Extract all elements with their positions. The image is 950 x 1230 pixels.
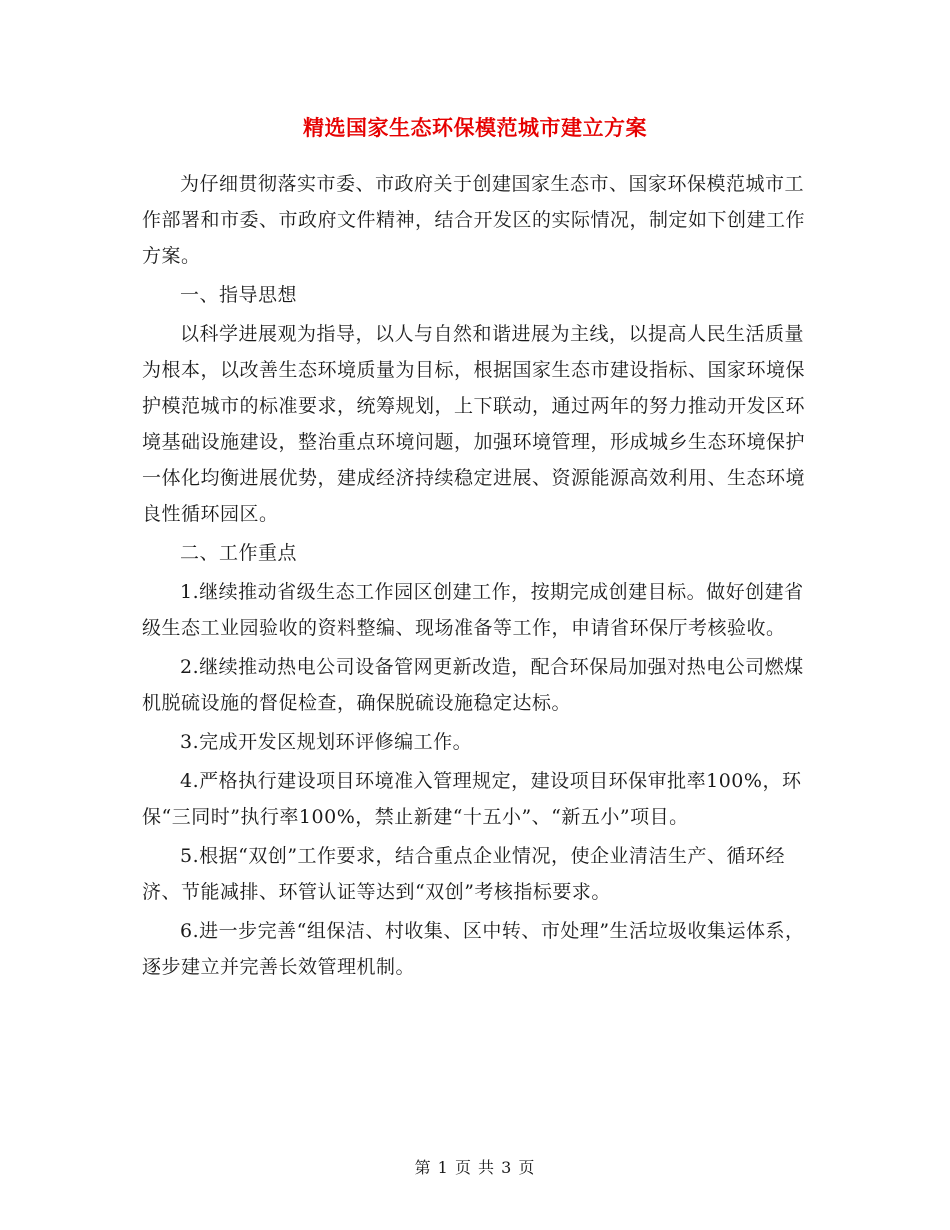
work-item-3: 3.完成开发区规划环评修编工作。 [180,731,473,753]
work-item-4: 4.严格执行建设项目环境准入管理规定，建设项目环保审批率100%，环保“三同时”执行率100%，禁止新建“十五小”、“新五小”项目。 [142,770,802,828]
work-item-5: 5.根据“双创”工作要求，结合重点企业情况，使企业清洁生产、循环经济、节能减排、环管认证等达到“双创”考核指标要求。 [142,845,786,903]
section-heading-work-focus: 二、工作重点 [180,542,298,564]
page-footer: 第 1 页 共 3 页 [414,1158,536,1177]
work-item-1: 1.继续推动省级生态工作园区创建工作，按期完成创建目标。做好创建省级生态工业园验收的资料整编、现场准备等工作，申请省环保厅考核验收。 [142,581,804,639]
guiding-ideology-paragraph: 以科学进展观为指导，以人与自然和谐进展为主线，以提高人民生活质量为根本，以改善生态环境质量为目标，根据国家生态市建设指标、国家环境保护模范城市的标准要求，统筹规划，上下联动，通过两年的努力推动开发区环境基础设施建设，整治重点环境问题，加强环境管理，形成城乡生态环境保护一体化均衡进展优势，建成经济持续稳定进展、资源能源高效利用、生态环境良性循环园区。 [142,323,806,525]
document-title: 精选国家生态环保模范城市建立方案 [303,115,647,140]
work-item-2: 2.继续推动热电公司设备管网更新改造，配合环保局加强对热电公司燃煤机脱硫设施的督促检查，确保脱硫设施稳定达标。 [142,656,804,714]
section-heading-guiding-ideology: 一、指导思想 [180,284,298,306]
work-item-6: 6.进一步完善“组保洁、村收集、区中转、市处理”生活垃圾收集运体系，逐步建立并完善长效管理机制。 [142,920,805,978]
intro-paragraph: 为仔细贯彻落实市委、市政府关于创建国家生态市、国家环保模范城市工作部署和市委、市政府文件精神，结合开发区的实际情况，制定如下创建工作方案。 [142,173,806,267]
document-body [142,166,810,988]
